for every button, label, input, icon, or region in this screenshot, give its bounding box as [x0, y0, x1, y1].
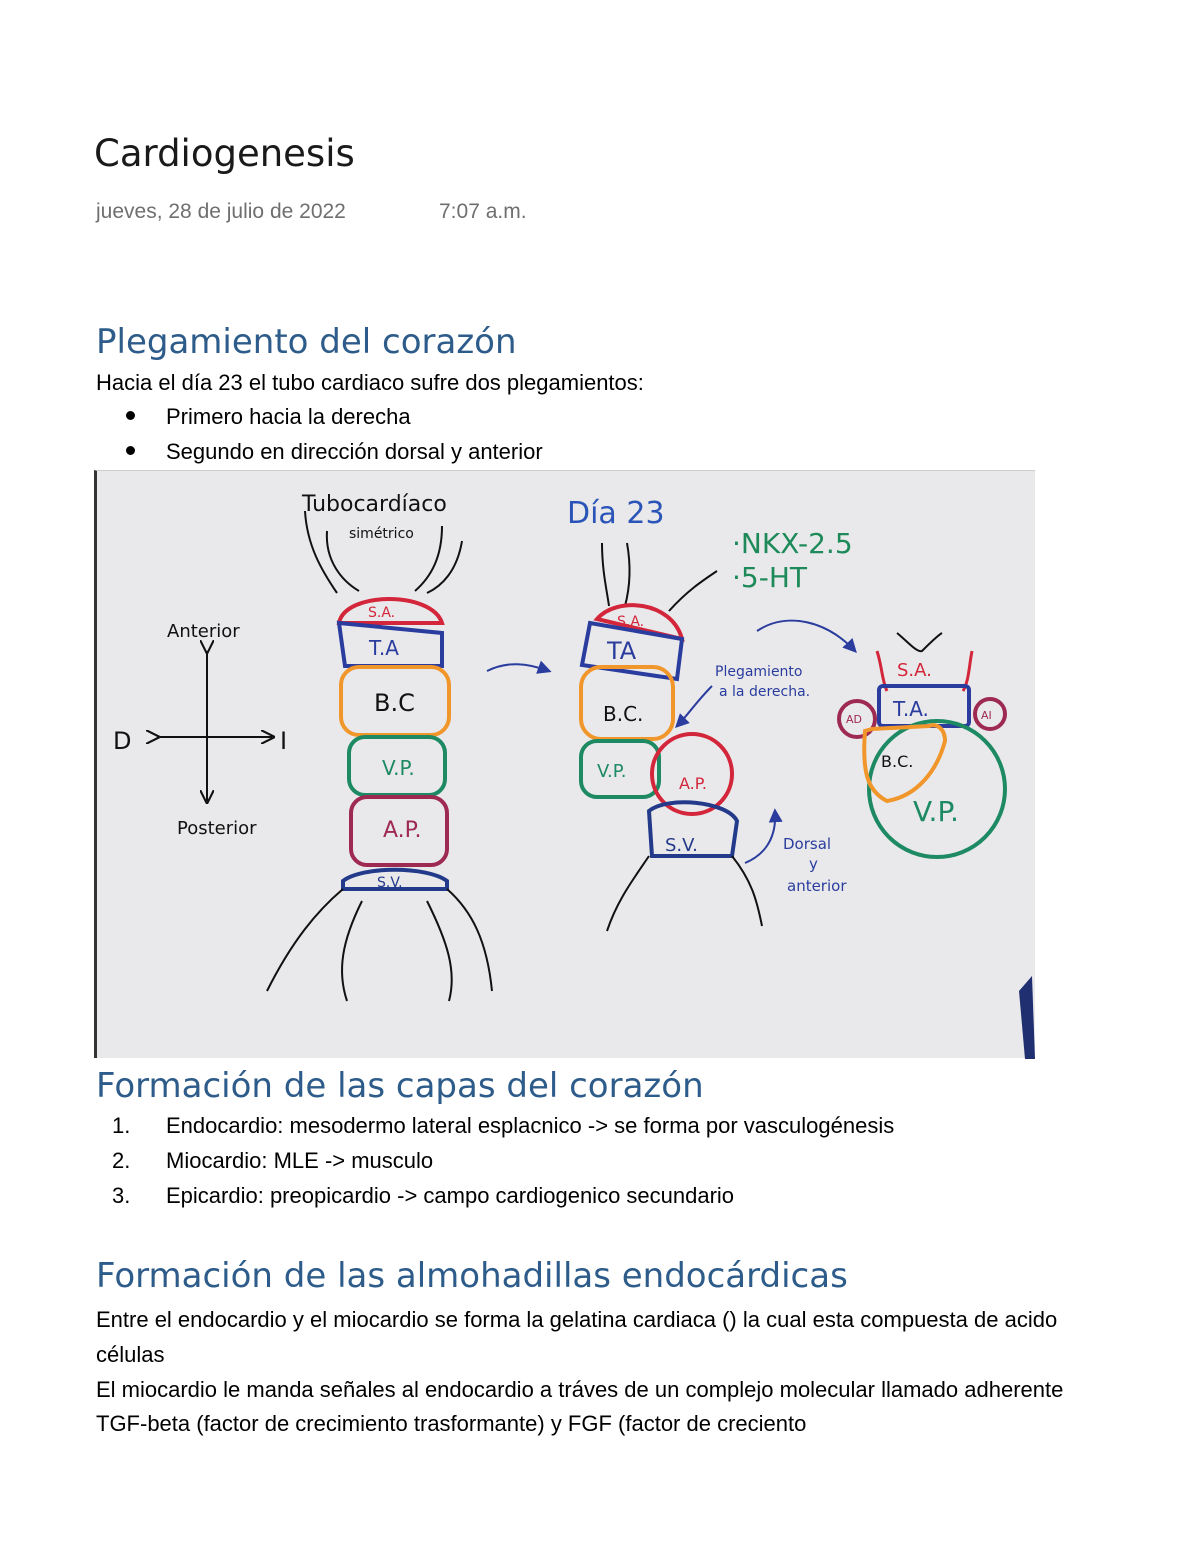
label-sa-right: S.A.: [897, 660, 932, 681]
axis-cross: [157, 651, 272, 801]
diagram-svg: [97, 471, 1035, 1059]
label-sv-mid: S.V.: [665, 835, 698, 856]
symmetric-tube: [267, 511, 492, 1001]
arrow-icon: [757, 621, 855, 651]
fold-dorsal-line2: y: [809, 855, 818, 873]
label-sa-mid: S.A.: [617, 614, 645, 630]
cardiac-tube-diagram: [94, 470, 1035, 1058]
paragraph-line: Entre el endocardio y el miocardio se forma la gelatina cardiaca () la cual esta compuesta de acido: [96, 1307, 1058, 1332]
label-ta-right: T.A.: [893, 697, 929, 721]
label-bc-mid: B.C.: [603, 702, 644, 726]
section-heading-plegamiento: Plegamiento del corazón: [96, 322, 517, 362]
arrow-icon: [745, 811, 775, 863]
paragraph-line: células: [96, 1342, 165, 1367]
fold-right-line1: Plegamiento: [715, 664, 803, 680]
page-title: Cardiogenesis: [94, 132, 355, 175]
section-heading-capas: Formación de las capas del corazón: [96, 1066, 704, 1106]
label-sv-left: S.V.: [377, 875, 403, 891]
label-bc-left: B.C: [374, 689, 415, 717]
day-label: Día 23: [567, 496, 665, 531]
label-ap-left: A.P.: [383, 818, 422, 843]
gene-nkx: ·NKX-2.5: [732, 527, 853, 560]
day23-tube: [581, 543, 762, 931]
arrow-icon: [487, 664, 549, 671]
fold-dorsal-line1: Dorsal: [783, 835, 832, 853]
tube-title: Tubocardíaco: [302, 492, 447, 517]
tube-subtitle: simétrico: [349, 526, 414, 542]
page-time: 7:07 a.m.: [439, 200, 527, 223]
label-ta-mid: TA: [607, 637, 637, 665]
label-ai: AI: [981, 709, 992, 722]
gene-5ht: ·5-HT: [732, 561, 807, 594]
bullet-icon: [126, 411, 135, 420]
fold-dorsal-line3: anterior: [787, 877, 847, 895]
label-ad: AD: [846, 713, 862, 726]
axis-left-letter: D: [113, 727, 132, 755]
label-vp-right: V.P.: [913, 795, 959, 828]
paragraph-line: TGF-beta (factor de crecimiento trasformante) y FGF (factor de creciento: [96, 1411, 807, 1436]
label-sa-left: S.A.: [368, 605, 396, 621]
marker-pen-icon: [1019, 976, 1035, 1059]
axis-right-letter: I: [280, 727, 288, 755]
axis-anterior: Anterior: [167, 621, 240, 642]
axis-posterior: Posterior: [177, 818, 257, 839]
page-date: jueves, 28 de julio de 2022: [96, 200, 346, 223]
paragraph-line: El miocardio le manda señales al endocardio a tráves de un complejo molecular llamado adherente: [96, 1377, 1064, 1402]
fold-right-line2: a la derecha.: [719, 684, 811, 700]
section-intro: Hacia el día 23 el tubo cardiaco sufre dos plegamientos:: [96, 370, 644, 395]
section-heading-almohadillas: Formación de las almohadillas endocárdicas: [96, 1256, 848, 1296]
bullet-icon: [126, 446, 135, 455]
label-ap-mid: A.P.: [679, 774, 707, 793]
label-bc-right: B.C.: [881, 752, 914, 771]
label-ta-left: T.A: [369, 636, 399, 660]
label-vp-left: V.P.: [382, 756, 415, 780]
label-vp-mid: V.P.: [597, 761, 627, 782]
arrow-icon: [677, 686, 712, 726]
